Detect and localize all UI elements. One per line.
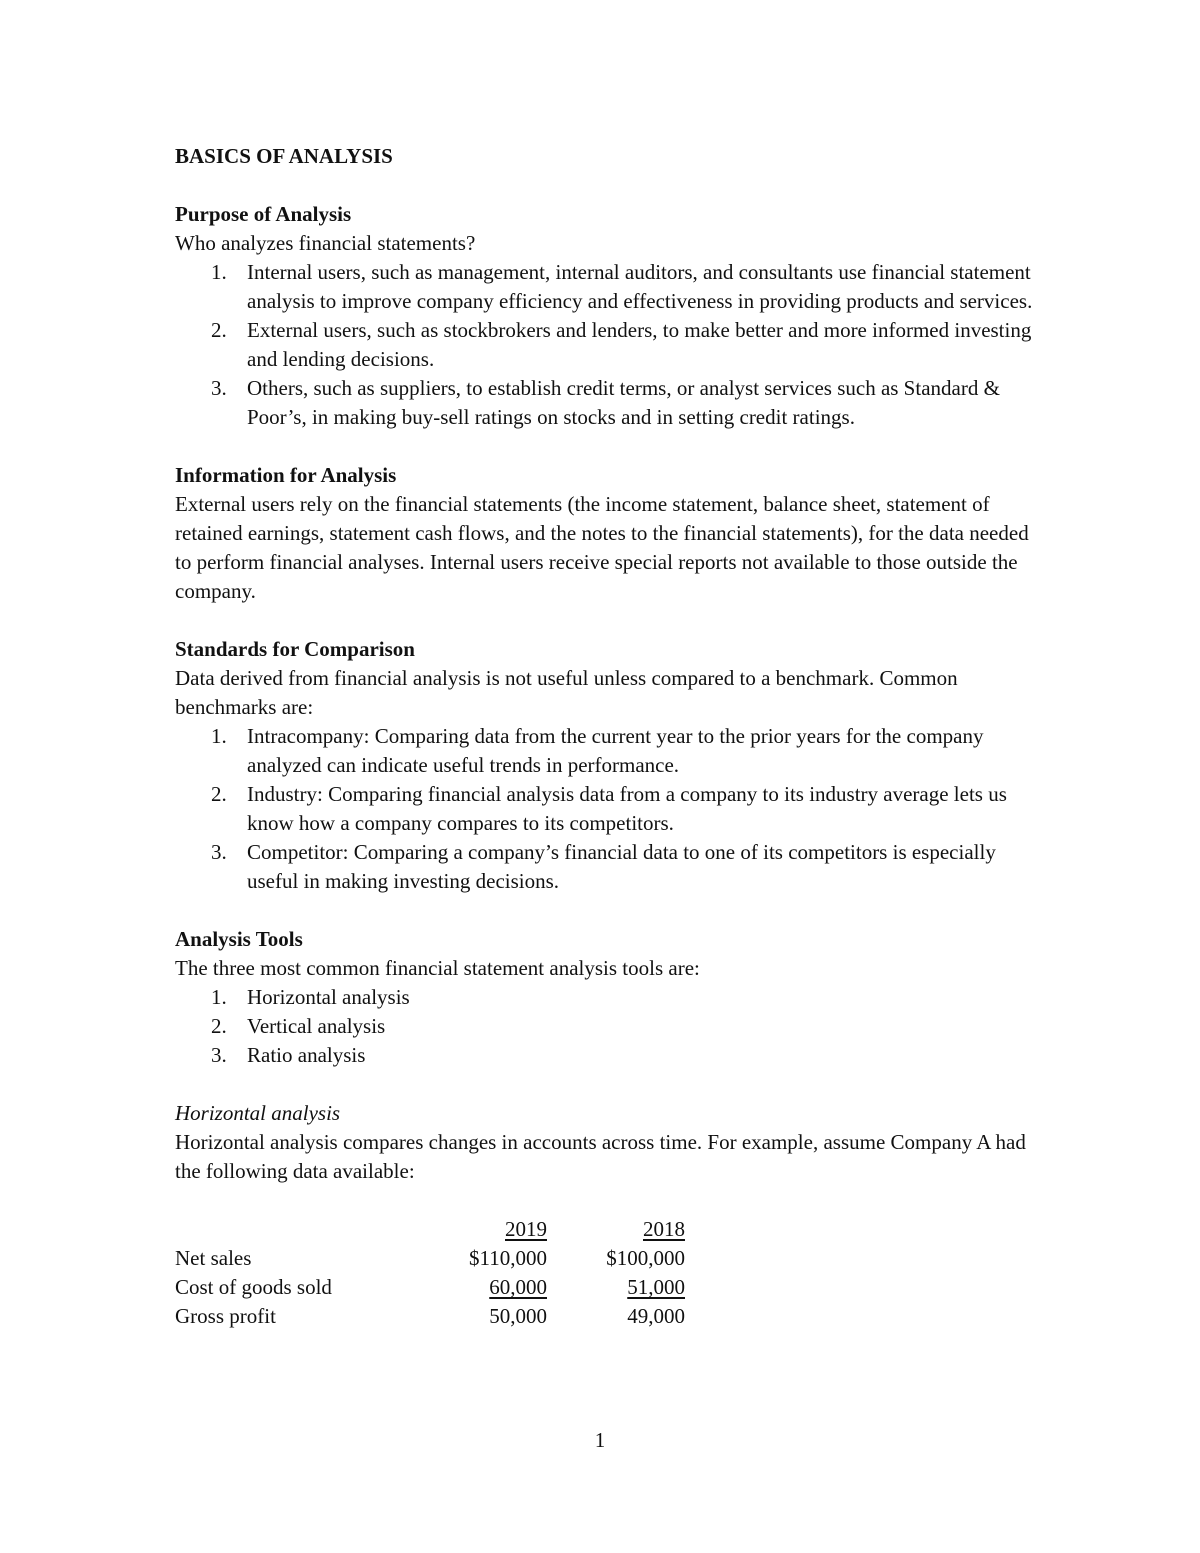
column-header-2018: 2018: [643, 1217, 685, 1241]
row-value-2019: $110,000: [469, 1246, 547, 1270]
row-label: Net sales: [175, 1246, 252, 1270]
list-number: 1.: [211, 724, 227, 748]
list-text: Ratio analysis: [247, 1043, 366, 1067]
list-text: Vertical analysis: [247, 1014, 386, 1038]
list-number: 1.: [211, 260, 227, 284]
section-purpose: [175, 200, 1035, 432]
section-tools: [175, 925, 1035, 1070]
information-body: External users rely on the financial statements (the income statement, balance sheet, statement of retained earnings, statement cash flows, and the notes to the financial statements), for the data needed to perform financial analyses. Internal users receive special reports not available to those outside the company.: [175, 492, 1029, 603]
list-item: [175, 374, 1035, 432]
page-number: 1: [594, 1428, 606, 1452]
list-item: [175, 1012, 1035, 1041]
list-number: 3.: [211, 376, 227, 400]
list-text: External users, such as stockbrokers and lenders, to make better and more informed investing and lending decisions.: [247, 318, 1032, 371]
table-row: [175, 1244, 685, 1273]
list-item: [175, 722, 1035, 780]
purpose-heading: Purpose of Analysis: [175, 202, 352, 226]
list-item: [175, 838, 1035, 896]
row-label: Cost of goods sold: [175, 1275, 332, 1299]
standards-heading: Standards for Comparison: [175, 637, 415, 661]
list-number: 1.: [211, 985, 227, 1009]
tools-intro: The three most common financial statement analysis tools are:: [175, 956, 700, 980]
row-value-2018: 49,000: [627, 1304, 685, 1328]
list-number: 2.: [211, 318, 227, 342]
purpose-list: [175, 258, 1035, 432]
purpose-intro: Who analyzes financial statements?: [175, 231, 476, 255]
section-information: [175, 461, 1035, 606]
standards-intro: Data derived from financial analysis is not useful unless compared to a benchmark. Common benchmarks are:: [175, 666, 958, 719]
row-value-2018: $100,000: [606, 1246, 685, 1270]
row-value-2019: 50,000: [489, 1304, 547, 1328]
list-item: [175, 983, 1035, 1012]
list-number: 2.: [211, 782, 227, 806]
row-label: Gross profit: [175, 1304, 276, 1328]
standards-list: [175, 722, 1035, 896]
horizontal-body: Horizontal analysis compares changes in accounts across time. For example, assume Company A had the following data available:: [175, 1130, 1026, 1183]
tools-heading: Analysis Tools: [175, 927, 303, 951]
list-item: [175, 780, 1035, 838]
list-number: 2.: [211, 1014, 227, 1038]
financial-data-table: [175, 1215, 685, 1331]
document-page: [175, 142, 1035, 1331]
list-number: 3.: [211, 1043, 227, 1067]
section-horizontal: [175, 1099, 1035, 1331]
horizontal-subheading: Horizontal analysis: [175, 1101, 341, 1125]
list-text: Horizontal analysis: [247, 985, 410, 1009]
list-text: Competitor: Comparing a company’s financial data to one of its competitors is especially useful in making investing decisions.: [247, 840, 996, 893]
row-value-2018: 51,000: [627, 1275, 685, 1299]
column-header-2019: 2019: [505, 1217, 547, 1241]
table-row: [175, 1273, 685, 1302]
list-number: 3.: [211, 840, 227, 864]
table-row: [175, 1302, 685, 1331]
information-heading: Information for Analysis: [175, 463, 397, 487]
row-value-2019: 60,000: [489, 1275, 547, 1299]
list-item: [175, 258, 1035, 316]
table-header-row: [175, 1215, 685, 1244]
list-item: [175, 316, 1035, 374]
list-text: Industry: Comparing financial analysis data from a company to its industry average lets us know how a company compares to its competitors.: [247, 782, 1007, 835]
section-standards: [175, 635, 1035, 896]
tools-list: [175, 983, 1035, 1070]
document-title: BASICS OF ANALYSIS: [175, 144, 393, 168]
list-text: Others, such as suppliers, to establish credit terms, or analyst services such as Standard & Poor’s, in making buy-sell ratings on stocks and in setting credit ratings.: [247, 376, 1000, 429]
list-text: Intracompany: Comparing data from the current year to the prior years for the company analyzed can indicate useful trends in performance.: [247, 724, 984, 777]
list-text: Internal users, such as management, internal auditors, and consultants use financial statement analysis to improve company efficiency and effectiveness in providing products and services.: [247, 260, 1033, 313]
list-item: [175, 1041, 1035, 1070]
